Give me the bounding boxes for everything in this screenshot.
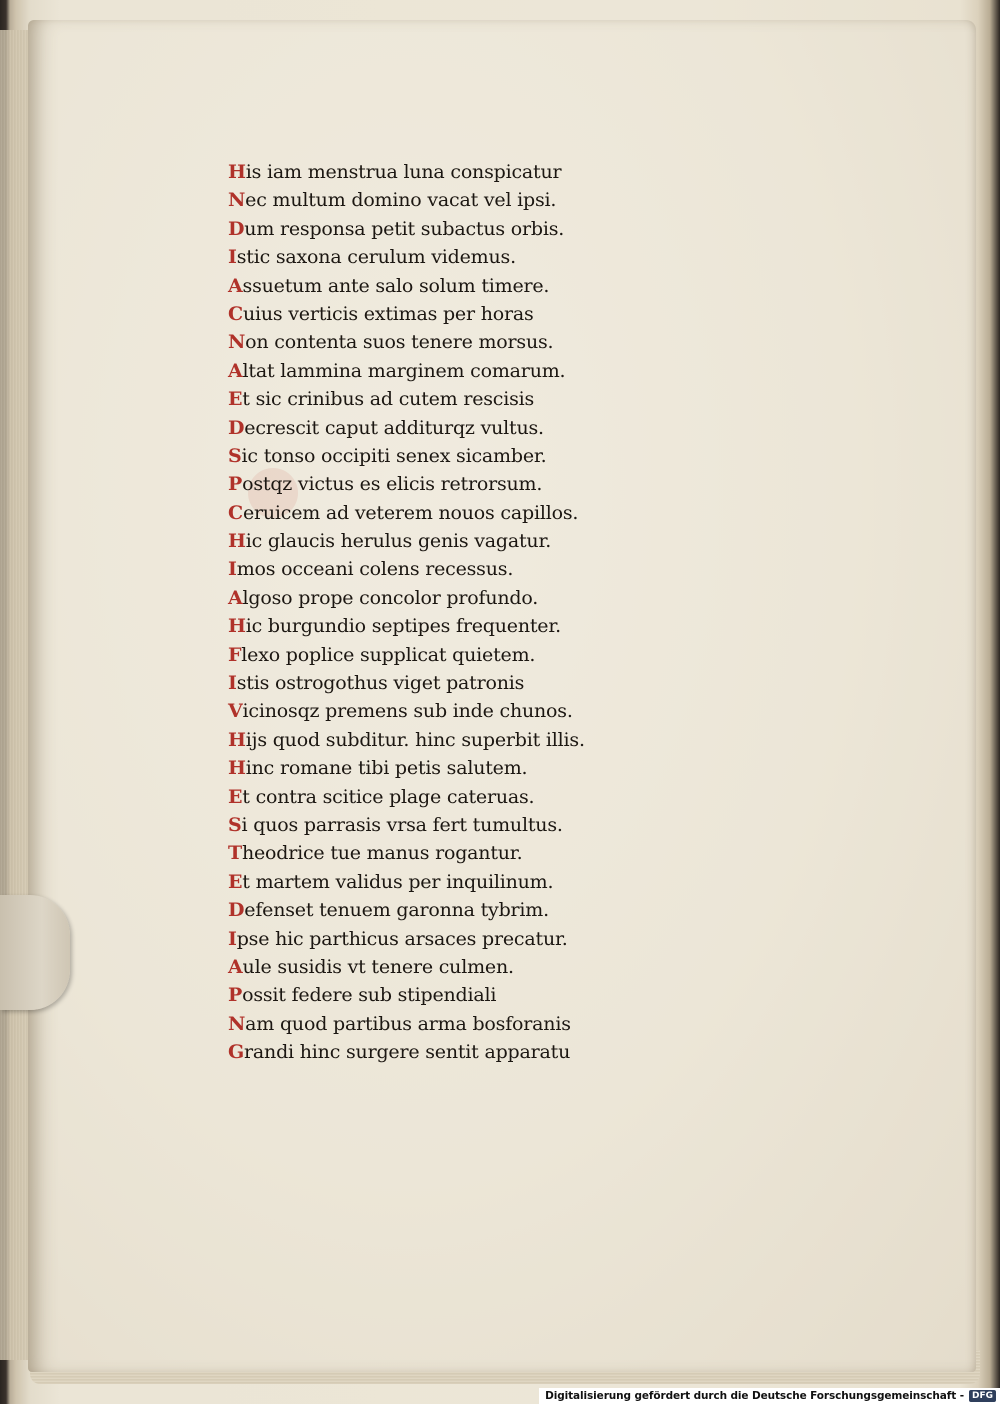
verse-line xyxy=(228,584,588,612)
rubricated-initial: H xyxy=(228,615,246,638)
verse-text: on contenta suos tenere morsus. xyxy=(245,331,554,354)
show-through-text xyxy=(588,160,888,1120)
verse-line xyxy=(228,754,588,782)
rubricated-initial: H xyxy=(228,757,246,780)
verse-line xyxy=(228,811,588,839)
verse-text: t contra scitice plage cateruas. xyxy=(242,785,535,808)
rubricated-initial: D xyxy=(228,899,245,922)
verse-line xyxy=(228,186,588,214)
verse-line xyxy=(228,499,588,527)
verse-line xyxy=(228,981,588,1009)
verse-text: eruicem ad veterem nouos capillos. xyxy=(242,501,579,524)
verse-text: ic tonso occipiti senex sicamber. xyxy=(241,444,547,467)
verse-line xyxy=(228,839,588,867)
verse-line xyxy=(228,868,588,896)
verse-line xyxy=(228,555,588,583)
verse-line xyxy=(228,783,588,811)
verse-text: heodrice tue manus rogantur. xyxy=(241,842,523,865)
rubricated-initial: H xyxy=(228,728,246,751)
verse-text: randi hinc surgere sentit apparatu xyxy=(244,1041,571,1064)
verse-text: efenset tenuem garonna tybrim. xyxy=(244,899,549,922)
verse-line xyxy=(228,442,588,470)
verse-line xyxy=(228,953,588,981)
footer-credit-text: Digitalisierung gefördert durch die Deutsche Forschungsgemeinschaft - xyxy=(545,1390,964,1402)
rubricated-initial: C xyxy=(228,501,243,524)
verse-text: mos occeani colens recessus. xyxy=(236,558,514,581)
verse-line xyxy=(228,414,588,442)
verse-text: ossit federe sub stipendiali xyxy=(242,984,497,1007)
rubricated-initial: T xyxy=(228,842,242,865)
rubricated-initial: S xyxy=(228,444,242,467)
bookmark-tab xyxy=(0,895,70,1010)
verse-text: stis ostrogothus viget patronis xyxy=(236,672,525,695)
verse-line xyxy=(228,669,588,697)
verse-text: icinosqz premens sub inde chunos. xyxy=(242,700,573,723)
rubricated-initial: E xyxy=(228,388,243,411)
verse-line xyxy=(228,925,588,953)
verse-text: ltat lammina marginem comarum. xyxy=(242,359,566,382)
verse-line xyxy=(228,527,588,555)
rubricated-initial: S xyxy=(228,813,242,836)
verse-line xyxy=(228,158,588,186)
verse-line xyxy=(228,612,588,640)
rubricated-initial: N xyxy=(228,1012,246,1035)
verse-text: uius verticis extimas per horas xyxy=(242,302,534,325)
rubricated-initial: I xyxy=(228,672,237,695)
verse-line xyxy=(228,641,588,669)
rubricated-initial: C xyxy=(228,302,243,325)
verse-text: am quod partibus arma bosforanis xyxy=(245,1012,571,1035)
verse-text: pse hic parthicus arsaces precatur. xyxy=(236,927,568,950)
verse-text: is iam menstrua luna conspicatur xyxy=(245,161,562,183)
rubricated-initial: I xyxy=(228,558,237,581)
verse-line xyxy=(228,470,588,498)
verse-text: inc romane tibi petis salutem. xyxy=(245,757,528,780)
verse-line xyxy=(228,697,588,725)
verse-line xyxy=(228,300,588,328)
verse-text: t martem validus per inquilinum. xyxy=(242,870,554,893)
verse-text: lexo poplice supplicat quietem. xyxy=(241,643,536,666)
rubricated-initial: H xyxy=(228,530,246,553)
verse-text: ecrescit caput additurqz vultus. xyxy=(244,416,544,439)
verse-line xyxy=(228,385,588,413)
rubricated-initial: D xyxy=(228,416,245,439)
verse-text: i quos parrasis vrsa fert tumultus. xyxy=(241,813,563,836)
verse-line xyxy=(228,1010,588,1038)
rubricated-initial: N xyxy=(228,189,246,212)
verse-text: lgoso prope concolor profundo. xyxy=(242,586,539,609)
verse-line xyxy=(228,896,588,924)
rubricated-initial: V xyxy=(228,700,243,723)
rubricated-initial: E xyxy=(228,870,243,893)
verse-text: ec multum domino vacat vel ipsi. xyxy=(245,189,557,212)
verse-line xyxy=(228,1038,588,1066)
rubricated-initial: N xyxy=(228,331,246,354)
rubricated-initial: F xyxy=(228,643,242,666)
rubricated-initial: H xyxy=(228,161,246,183)
digitization-footer xyxy=(539,1388,1000,1404)
verse-text: um responsa petit subactus orbis. xyxy=(244,217,565,240)
verse-text: t sic crinibus ad cutem rescisis xyxy=(242,388,535,411)
rubricated-initial: P xyxy=(228,984,243,1007)
verse-text: ijs quod subditur. hinc superbit illis. xyxy=(245,728,585,751)
rubricated-initial: I xyxy=(228,246,237,269)
verse-line xyxy=(228,726,588,754)
rubricated-initial: D xyxy=(228,217,245,240)
verse-line xyxy=(228,272,588,300)
verse-text: ostqz victus es elicis retrorsum. xyxy=(242,473,543,496)
rubricated-initial: E xyxy=(228,785,243,808)
rubricated-initial: A xyxy=(228,274,243,297)
rubricated-initial: A xyxy=(228,359,243,382)
rubricated-initial: A xyxy=(228,586,243,609)
verse-text: ule susidis vt tenere culmen. xyxy=(242,955,514,978)
verse-text: ssuetum ante salo solum timere. xyxy=(242,274,550,297)
verse-text: ic burgundio septipes frequenter. xyxy=(245,615,561,638)
verse-text: ic glaucis herulus genis vagatur. xyxy=(245,530,552,553)
verse-line xyxy=(228,243,588,271)
rubricated-initial: A xyxy=(228,955,243,978)
verse-line xyxy=(228,328,588,356)
verse-line xyxy=(228,215,588,243)
page-stack-left-edge xyxy=(0,30,28,1360)
rubricated-initial: P xyxy=(228,473,243,496)
rubricated-initial: I xyxy=(228,927,237,950)
dfg-logo: DFG xyxy=(969,1390,996,1402)
verse-block xyxy=(228,158,588,1067)
verse-text: stic saxona cerulum videmus. xyxy=(236,246,516,269)
verse-line xyxy=(228,357,588,385)
rubricated-initial: G xyxy=(228,1041,245,1064)
